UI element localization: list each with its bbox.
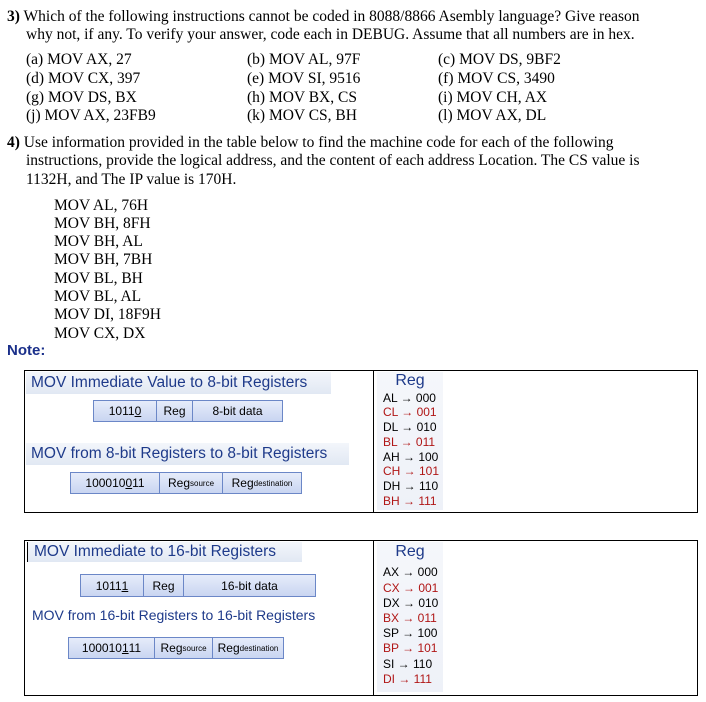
- table-8bit-divider: [373, 370, 374, 513]
- encoding-reg-to-reg-8bit: [70, 472, 302, 494]
- title-mov-reg-to-reg-16bit: MOV from 16-bit Registers to 16-bit Registers: [32, 607, 316, 623]
- option-e: (e) MOV SI, 9516: [247, 70, 361, 87]
- note-label: Note:: [7, 342, 46, 359]
- mod-bits: 11: [132, 476, 145, 490]
- option-f: (f) MOV CS, 3490: [438, 70, 555, 87]
- question-3: [7, 8, 697, 26]
- reg-code-sp: SP → 100: [383, 626, 438, 640]
- code-line: MOV BH, 8FH: [54, 215, 151, 232]
- w-bit: 0: [134, 404, 142, 418]
- opcode-bits: [69, 638, 155, 658]
- reg-code-bx: BX → 011: [383, 611, 437, 625]
- code-line: MOV CX, DX: [54, 325, 146, 342]
- opcode-bits: [71, 473, 160, 493]
- reg-code-di: DI → 111: [383, 672, 432, 686]
- reg-code-ch: CH → 101: [383, 464, 440, 478]
- reg-destination-sub: destination: [239, 643, 279, 653]
- question-4-number: 4): [7, 134, 20, 151]
- question-3-number: 3): [7, 8, 20, 25]
- reg-source-label: Reg: [167, 476, 190, 490]
- reg-destination-sub: destination: [253, 478, 293, 488]
- reg-code-bl: BL → 011: [383, 435, 436, 449]
- w-bit: 1: [121, 578, 129, 593]
- code-line: MOV AL, 76H: [54, 197, 149, 214]
- title-mov-immediate-16bit: MOV Immediate to 16-bit Registers: [27, 542, 302, 562]
- option-l: (l) MOV AX, DL: [438, 107, 547, 124]
- reg-code-dh: DH → 110: [383, 479, 439, 493]
- reg-heading-8bit: Reg: [395, 372, 425, 389]
- option-a: (a) MOV AX, 27: [26, 51, 132, 68]
- option-i: (i) MOV CH, AX: [438, 89, 548, 106]
- reg-source-label: Reg: [160, 641, 183, 655]
- reg-code-dl: DL → 010: [383, 420, 437, 434]
- option-j: (j) MOV AX, 23FB9: [26, 107, 156, 124]
- reg-source-sub: source: [182, 643, 207, 653]
- encoding-immediate-8bit: [93, 400, 283, 422]
- reg-destination-label: Reg: [217, 641, 240, 655]
- code-line: MOV BL, BH: [54, 270, 143, 287]
- reg-field: Reg: [157, 401, 193, 421]
- option-k: (k) MOV CS, BH: [247, 107, 357, 124]
- code-line: MOV BL, AL: [54, 288, 142, 305]
- opcode-bits: [81, 575, 144, 596]
- table-16bit-divider: [373, 540, 374, 696]
- reg-code-si: SI → 110: [383, 657, 433, 671]
- title-mov-reg-to-reg-8bit: MOV from 8-bit Registers to 8-bit Registers: [26, 443, 349, 465]
- reg-source-field: [160, 473, 223, 493]
- question-4: [7, 134, 697, 152]
- reg-destination-label: Reg: [231, 476, 254, 490]
- reg-code-cx: CX → 001: [383, 581, 439, 595]
- title-mov-immediate-8bit: MOV Immediate Value to 8-bit Registers: [26, 372, 331, 394]
- opcode-bits-a: 100010: [85, 476, 126, 490]
- opcode-bits-a: 100010: [81, 641, 122, 655]
- reg-code-ah: AH → 100: [383, 450, 439, 464]
- reg-code-dx: DX → 010: [383, 596, 439, 610]
- question-4-line-1: Use information provided in the table below to find the machine code for each of the following: [23, 134, 614, 151]
- reg-heading-16bit: Reg: [395, 543, 425, 560]
- option-d: (d) MOV CX, 397: [26, 70, 141, 87]
- encoding-reg-to-reg-16bit: [68, 637, 284, 659]
- mod-bits: 11: [128, 641, 142, 655]
- opcode-bits: [94, 401, 157, 421]
- data-field: 16-bit data: [221, 578, 278, 593]
- encoding-immediate-16bit: [80, 574, 316, 597]
- code-line: MOV BH, AL: [54, 233, 143, 250]
- reg-code-bh: BH → 111: [383, 494, 437, 508]
- question-3-line-2: why not, if any. To verify your answer, code each in DEBUG. Assume that all numbers are in hex.: [26, 26, 635, 43]
- reg-code-al: AL → 000: [383, 391, 436, 405]
- option-c: (c) MOV DS, 9BF2: [438, 51, 561, 68]
- reg-source-sub: source: [190, 478, 215, 488]
- reg-code-bp: BP → 101: [383, 641, 438, 655]
- reg-destination-field: [213, 638, 283, 658]
- reg-field: Reg: [144, 575, 184, 596]
- option-b: (b) MOV AL, 97F: [247, 51, 361, 68]
- reg-code-cl: CL → 001: [383, 405, 437, 419]
- w-bit: 1: [121, 641, 129, 655]
- option-g: (g) MOV DS, BX: [26, 89, 137, 106]
- question-4-line-3: 1132H, and The IP value is 170H.: [26, 171, 237, 188]
- opcode-bits-a: 1011: [95, 578, 122, 593]
- code-line: MOV DI, 18F9H: [54, 306, 161, 323]
- reg-code-ax: AX → 000: [383, 565, 438, 579]
- data-field: 8-bit data: [212, 404, 263, 418]
- option-h: (h) MOV BX, CS: [247, 89, 357, 106]
- reg-source-field: [155, 638, 213, 658]
- opcode-bits-a: 1011: [108, 404, 135, 418]
- question-4-line-2: instructions, provide the logical address, and the content of each address Location. The CS value is: [26, 152, 640, 169]
- question-3-line-1: Which of the following instructions cannot be coded in 8088/8866 Asembly language? Give reason: [23, 8, 640, 25]
- code-line: MOV BH, 7BH: [54, 251, 153, 268]
- reg-destination-field: [223, 473, 301, 493]
- w-bit: 0: [125, 476, 133, 490]
